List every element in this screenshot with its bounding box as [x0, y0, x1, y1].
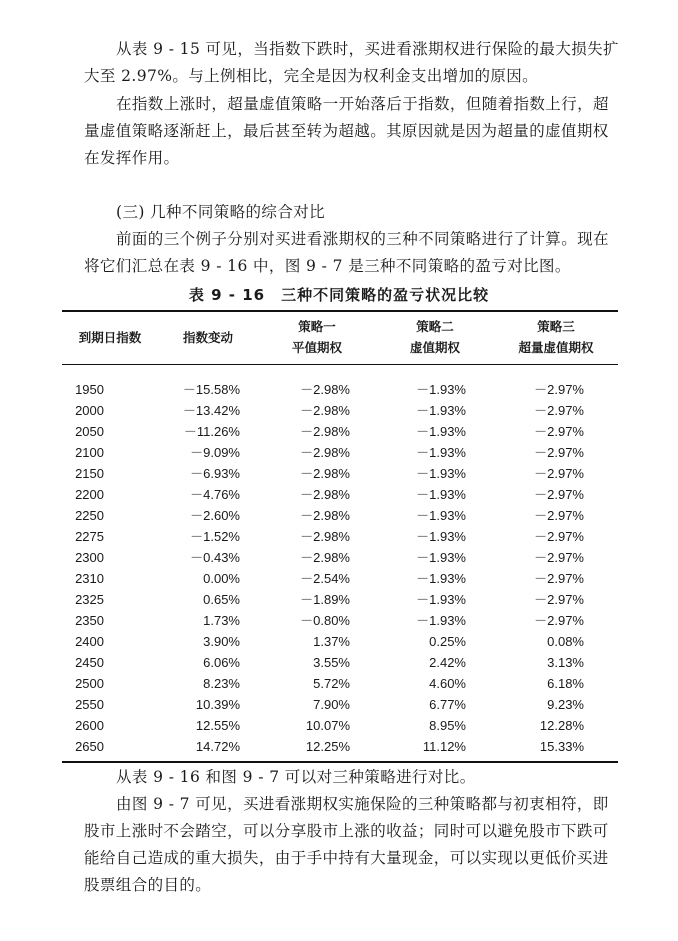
cell-strategy-3: 12.28%	[539, 718, 584, 733]
header-strategy-1-name: 策略一	[298, 319, 336, 334]
table-row	[62, 715, 618, 736]
cell-strategy-1: 12.25%	[305, 739, 350, 754]
cell-strategy-2: 4.60%	[429, 676, 466, 691]
cell-strategy-1: 1.37%	[313, 634, 350, 649]
cell-strategy-3: －2.97%	[534, 382, 584, 397]
cell-index-change: 8.23%	[203, 676, 240, 691]
cell-expiry-index: 2450	[75, 655, 104, 670]
cell-strategy-1: －2.98%	[300, 382, 350, 397]
cell-strategy-2: －1.93%	[416, 445, 466, 460]
cell-index-change: 12.55%	[195, 718, 240, 733]
cell-strategy-3: －2.97%	[534, 592, 584, 607]
table-row	[62, 442, 618, 463]
cell-expiry-index: 2325	[75, 592, 104, 607]
paragraph-comparison-lead: 从表 9 - 16 和图 9 - 7 可以对三种策略进行对比。	[116, 768, 476, 786]
table-row	[62, 526, 618, 547]
cell-strategy-3: －2.97%	[534, 403, 584, 418]
cell-strategy-3: 3.13%	[547, 655, 584, 670]
cell-strategy-1: 7.90%	[313, 697, 350, 712]
cell-strategy-2: －1.93%	[416, 508, 466, 523]
table-body	[62, 365, 618, 763]
cell-strategy-1: －2.98%	[300, 487, 350, 502]
table-row	[62, 505, 618, 526]
cell-index-change: －11.26%	[183, 424, 240, 439]
table-row	[62, 400, 618, 421]
cell-expiry-index: 1950	[75, 382, 104, 397]
table-row	[62, 736, 618, 762]
cell-expiry-index: 2650	[75, 739, 104, 754]
cell-strategy-1: 10.07%	[305, 718, 350, 733]
cell-index-change: 0.00%	[203, 571, 240, 586]
cell-strategy-2: －1.93%	[416, 571, 466, 586]
cell-strategy-2: －1.93%	[416, 550, 466, 565]
cell-strategy-3: 15.33%	[539, 739, 584, 754]
header-strategy-1	[258, 311, 376, 365]
cell-strategy-2: －1.93%	[416, 613, 466, 628]
cell-expiry-index: 2550	[75, 697, 104, 712]
cell-index-change: 10.39%	[195, 697, 240, 712]
cell-index-change: －9.09%	[190, 445, 240, 460]
cell-expiry-index: 2000	[75, 403, 104, 418]
table-row	[62, 421, 618, 442]
cell-strategy-1: －2.98%	[300, 508, 350, 523]
cell-expiry-index: 2310	[75, 571, 104, 586]
cell-expiry-index: 2350	[75, 613, 104, 628]
cell-index-change: －2.60%	[190, 508, 240, 523]
table-row	[62, 568, 618, 589]
cell-strategy-1: －2.98%	[300, 403, 350, 418]
cell-expiry-index: 2600	[75, 718, 104, 733]
cell-expiry-index: 2200	[75, 487, 104, 502]
table-row	[62, 484, 618, 505]
cell-index-change: 3.90%	[203, 634, 240, 649]
cell-index-change: 1.73%	[203, 613, 240, 628]
table-row	[62, 610, 618, 631]
cell-strategy-2: －1.93%	[416, 403, 466, 418]
table-row	[62, 652, 618, 673]
cell-index-change: －6.93%	[190, 466, 240, 481]
cell-expiry-index: 2300	[75, 550, 104, 565]
header-strategy-2	[376, 311, 494, 365]
cell-strategy-3: 0.08%	[547, 634, 584, 649]
cell-strategy-1: 3.55%	[313, 655, 350, 670]
cell-strategy-1: －0.80%	[300, 613, 350, 628]
cell-strategy-3: －2.97%	[534, 508, 584, 523]
header-strategy-3	[494, 311, 618, 365]
header-strategy-3-desc: 超量虚值期权	[518, 340, 594, 355]
header-strategy-2-name: 策略二	[416, 319, 454, 334]
cell-strategy-2: 11.12%	[422, 739, 466, 754]
cell-strategy-2: －1.93%	[416, 466, 466, 481]
table-header	[62, 311, 618, 365]
cell-strategy-2: 8.95%	[429, 718, 466, 733]
cell-strategy-2: 6.77%	[429, 697, 466, 712]
table-row	[62, 589, 618, 610]
cell-strategy-1: －2.98%	[300, 550, 350, 565]
cell-index-change: －4.76%	[190, 487, 240, 502]
table-title: 表 9 - 16 三种不同策略的盈亏状况比较	[188, 286, 490, 304]
cell-index-change: 6.06%	[203, 655, 240, 670]
cell-strategy-3: －2.97%	[534, 487, 584, 502]
cell-strategy-1: －2.98%	[300, 424, 350, 439]
header-strategy-2-desc: 虚值期权	[409, 340, 460, 355]
cell-strategy-3: －2.97%	[534, 613, 584, 628]
cell-strategy-2: －1.93%	[416, 592, 466, 607]
cell-expiry-index: 2250	[75, 508, 104, 523]
header-expiry-index: 到期日指数	[78, 329, 142, 345]
cell-expiry-index: 2150	[75, 466, 104, 481]
cell-strategy-1: －2.98%	[300, 529, 350, 544]
cell-strategy-3: －2.97%	[534, 571, 584, 586]
table-row	[62, 631, 618, 652]
cell-strategy-2: 0.25%	[429, 634, 466, 649]
header-strategy-3-name: 策略三	[537, 319, 575, 334]
cell-strategy-3: －2.97%	[534, 550, 584, 565]
cell-strategy-1: －2.98%	[300, 445, 350, 460]
cell-strategy-3: 9.23%	[547, 697, 584, 712]
cell-strategy-2: 2.42%	[429, 655, 466, 670]
cell-strategy-3: －2.97%	[534, 529, 584, 544]
table-row	[62, 673, 618, 694]
table-row	[62, 694, 618, 715]
cell-strategy-2: －1.93%	[416, 529, 466, 544]
paragraph-rise-behavior: 在指数上涨时，超量虚值策略一开始落后于指数，但随着指数上行，超量虚值策略逐渐赶上，最后甚至转为超越。其原因就是因为超量的虚值期权在发挥作用。	[84, 95, 609, 167]
section-heading: (三) 几种不同策略的综合对比	[116, 203, 326, 221]
cell-strategy-3: －2.97%	[534, 445, 584, 460]
cell-strategy-1: －2.98%	[300, 466, 350, 481]
paragraph-intro-loss: 从表 9 - 15 可见，当指数下跌时，买进看涨期权进行保险的最大损失扩大至 2.97%。与上例相比，完全是因为权利金支出增加的原因。	[84, 40, 619, 85]
table-row	[62, 463, 618, 484]
comparison-table	[62, 310, 618, 763]
cell-expiry-index: 2400	[75, 634, 104, 649]
cell-strategy-2: －1.93%	[416, 382, 466, 397]
cell-strategy-1: 5.72%	[313, 676, 350, 691]
cell-strategy-3: 6.18%	[547, 676, 584, 691]
cell-index-change: －13.42%	[182, 403, 240, 418]
cell-strategy-2: －1.93%	[416, 487, 466, 502]
cell-index-change: －1.52%	[190, 529, 240, 544]
cell-expiry-index: 2500	[75, 676, 104, 691]
table-header-row	[62, 311, 618, 365]
paragraph-summary-intro: 前面的三个例子分别对买进看涨期权的三种不同策略进行了计算。现在将它们汇总在表 9 - 16 中，图 9 - 7 是三种不同策略的盈亏对比图。	[84, 230, 609, 275]
cell-index-change: －0.43%	[190, 550, 240, 565]
table-row	[62, 365, 618, 401]
cell-strategy-3: －2.97%	[534, 424, 584, 439]
header-index-change: 指数变动	[182, 329, 233, 345]
table-row	[62, 547, 618, 568]
cell-expiry-index: 2050	[75, 424, 104, 439]
cell-index-change: 0.65%	[203, 592, 240, 607]
cell-index-change: －15.58%	[182, 382, 240, 397]
cell-expiry-index: 2275	[75, 529, 104, 544]
paragraph-conclusion: 由图 9 - 7 可见，买进看涨期权实施保险的三种策略都与初衷相符，即股市上涨时不会踏空，可以分享股市上涨的收益；同时可以避免股市下跌可能给自己造成的重大损失，由于手中持有大量现金，可以实现以更低价买进股票组合的目的。	[84, 795, 609, 894]
cell-strategy-3: －2.97%	[534, 466, 584, 481]
cell-strategy-1: －2.54%	[300, 571, 350, 586]
header-strategy-1-desc: 平值期权	[291, 340, 342, 355]
cell-strategy-1: －1.89%	[300, 592, 350, 607]
cell-strategy-2: －1.93%	[416, 424, 466, 439]
cell-expiry-index: 2100	[75, 445, 104, 460]
cell-index-change: 14.72%	[195, 739, 240, 754]
